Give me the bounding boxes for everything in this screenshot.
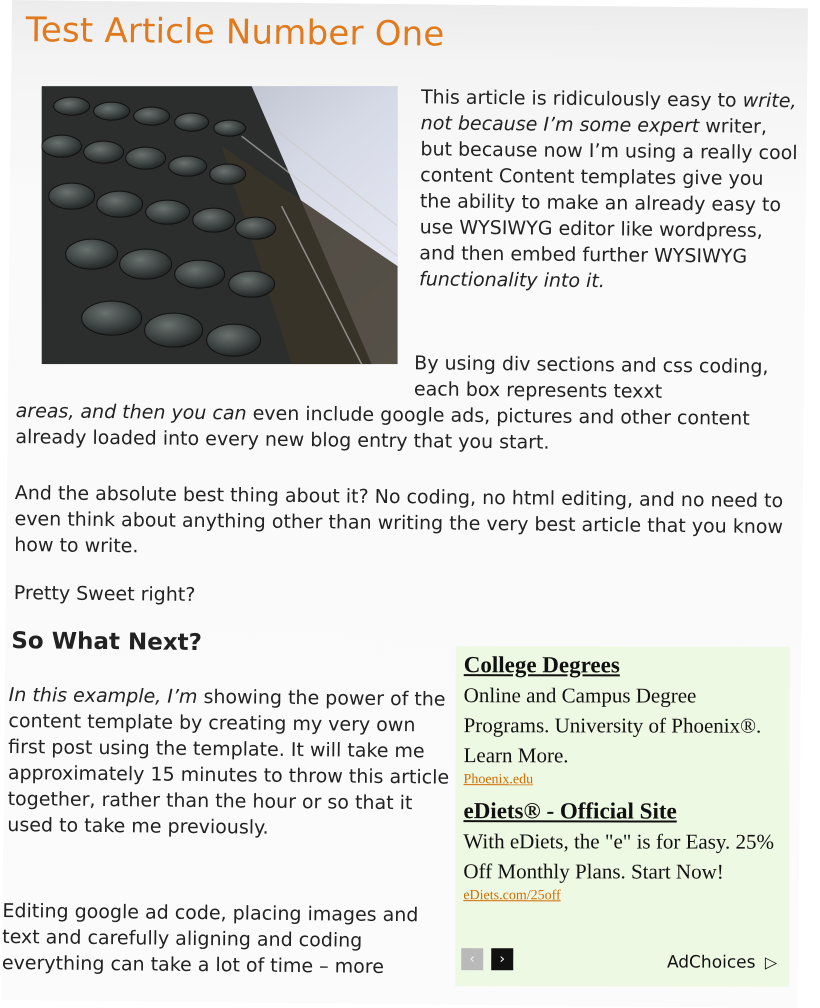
typewriter-image bbox=[42, 86, 398, 364]
ad-title-link[interactable]: eDiets® - Official Site bbox=[463, 798, 677, 824]
intro2-line: By using div sections and css coding, each box represents texxt bbox=[413, 352, 769, 403]
intro1-emphasis-2: functionality into it. bbox=[418, 268, 605, 293]
ad-url-link[interactable]: Phoenix.edu bbox=[463, 772, 534, 788]
section-heading: So What Next? bbox=[11, 628, 203, 657]
google-ad-block bbox=[455, 646, 790, 987]
intro2-emphasis: areas, and then you can bbox=[15, 400, 247, 425]
intro2-body: even include google ads, pictures and other content already loaded into every new blog entry that you start. bbox=[15, 402, 750, 454]
paragraph-editing: Editing google ad code, placing images and text and carefully aligning and coding everything can take a lot of time – more bbox=[1, 899, 419, 978]
ad-url-link[interactable]: eDiets.com/25off bbox=[463, 888, 561, 904]
para5-body: showing the power of the content template by creating my very own first post using the template. It will take me approximately 15 minutes to throw this article together, rather than the hour or so that it used to take me previously. bbox=[7, 686, 450, 839]
paragraph-example bbox=[7, 682, 459, 843]
intro1-line1: This article is ridiculously easy to bbox=[420, 86, 737, 112]
ad-body: With eDiets, the "e" is for Easy. 25% Off Monthly Plans. Start Now! bbox=[463, 829, 775, 884]
intro1-emphasis: write, not because I’m some expert bbox=[420, 89, 797, 138]
typewriter-photo bbox=[42, 86, 398, 364]
ad-pagination bbox=[461, 948, 517, 970]
paragraph-pretty-sweet: Pretty Sweet right? bbox=[13, 582, 196, 606]
intro-paragraph-2-continued bbox=[15, 398, 796, 458]
adchoices-icon: ▷ bbox=[764, 952, 778, 972]
ad-title-link[interactable]: College Degrees bbox=[463, 652, 620, 678]
adchoices-link[interactable] bbox=[667, 953, 777, 973]
ad-body: Online and Campus Degree Programs. University of Phoenix®. Learn More. bbox=[463, 683, 762, 768]
ad-item[interactable] bbox=[464, 652, 782, 789]
intro1-body: writer, but because now I’m using a really cool content Content templates give you the ability to make an already easy to use WYSIWYG editor like wordpress, and then embed further WYSIWYG bbox=[419, 115, 798, 268]
ad-item[interactable] bbox=[463, 798, 781, 905]
ad-next-icon[interactable]: › bbox=[491, 948, 513, 970]
paragraph-best-thing: And the absolute best thing about it? No coding, no html editing, and no need to even think about anything other than writing the very best article that you know how to write. bbox=[14, 482, 784, 558]
ad-prev-icon[interactable]: ‹ bbox=[461, 948, 483, 970]
article-title: Test Article Number One bbox=[25, 10, 445, 55]
adchoices-label: AdChoices bbox=[666, 952, 756, 973]
article-page bbox=[2, 0, 808, 1008]
intro-paragraph-1 bbox=[419, 84, 801, 296]
intro-paragraph-2 bbox=[414, 350, 785, 406]
para5-emphasis: In this example, I’m bbox=[8, 684, 198, 708]
